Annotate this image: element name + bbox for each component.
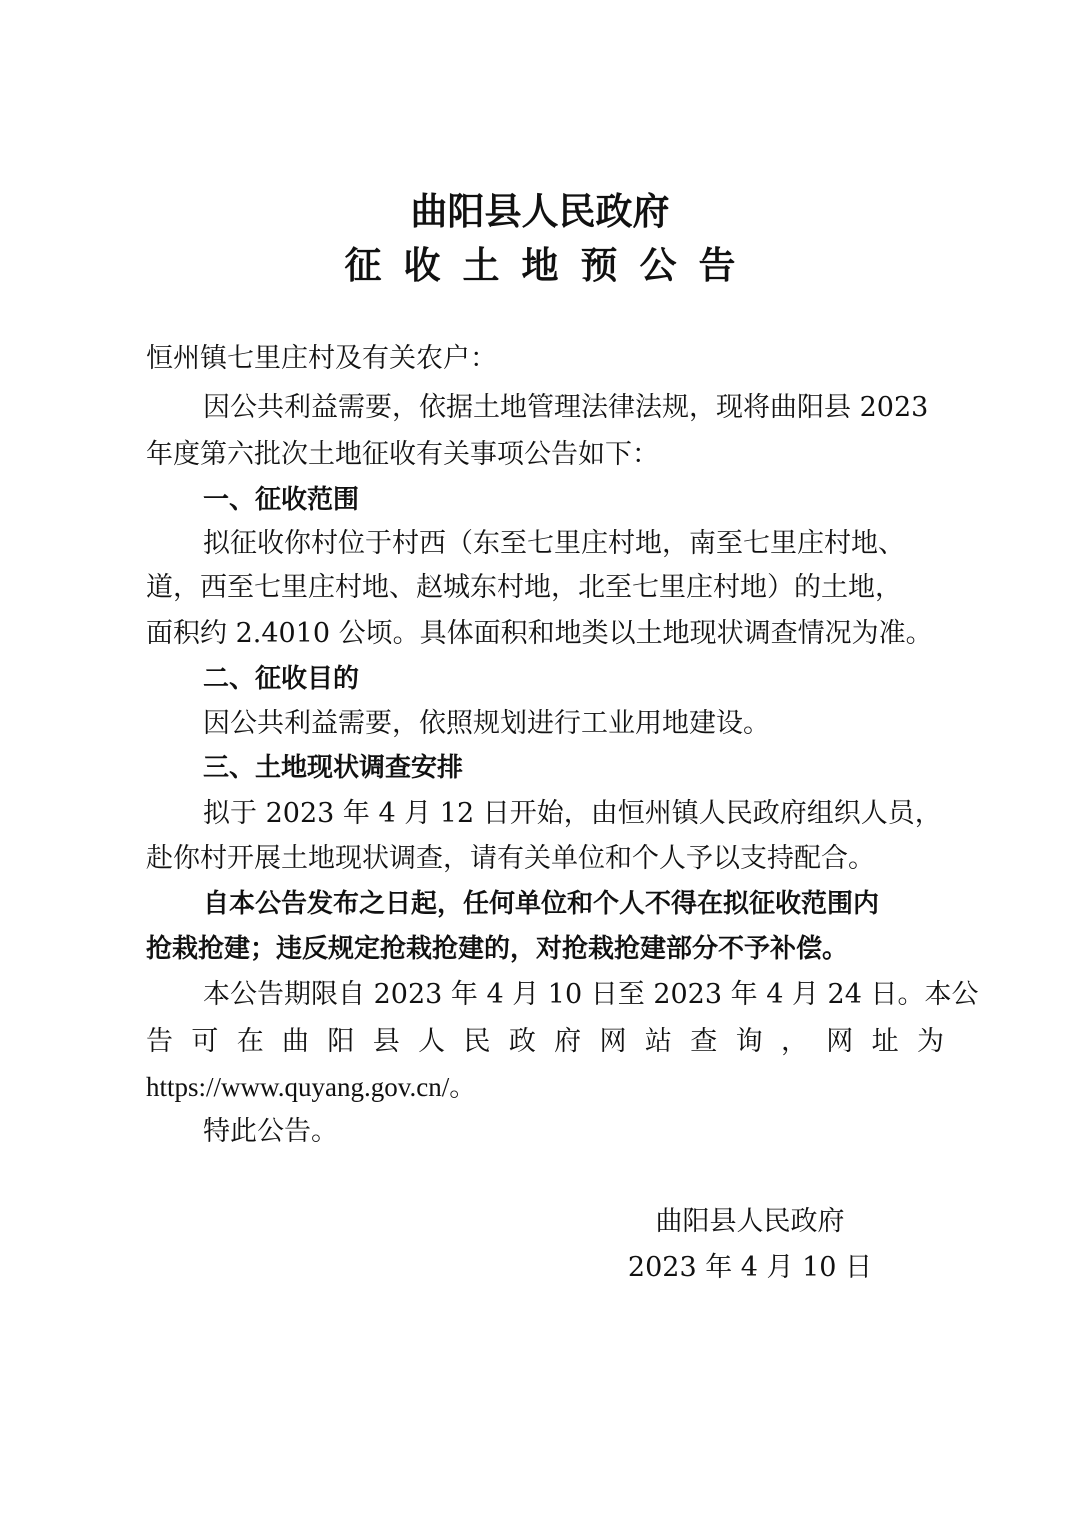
- survey-line-2: 赴你村开展土地现状调查，请有关单位和个人予以支持配合。: [146, 843, 875, 874]
- salutation: 恒州镇七里庄村及有关农户：: [146, 343, 497, 374]
- period-line-2: 告可在曲阳县人民政府网站查询，网址为: [146, 1026, 944, 1057]
- signature-date: 2023 年 4 月 10 日: [627, 1252, 873, 1283]
- scope-line-2: 道，西至七里庄村地、赵城东村地，北至七里庄村地）的土地，: [146, 572, 902, 603]
- notice-title: 征收土地预公告: [344, 243, 758, 287]
- warning-line-2: 抢栽抢建；违反规定抢栽抢建的，对抢栽抢建部分不予补偿。: [146, 934, 849, 964]
- section-heading-purpose: 二、征收目的: [203, 664, 360, 694]
- website-url: https://www.quyang.gov.cn/。: [146, 1072, 477, 1102]
- purpose-line-1: 因公共利益需要，依照规划进行工业用地建设。: [203, 708, 770, 739]
- intro-line-1: 因公共利益需要，依据土地管理法律法规，现将曲阳县 2023: [203, 392, 929, 423]
- warning-line-1: 自本公告发布之日起，任何单位和个人不得在拟征收范围内: [203, 889, 880, 919]
- section-heading-scope: 一、征收范围: [203, 485, 360, 515]
- scope-line-3: 面积约 2.4010 公顷。具体面积和地类以土地现状调查情况为准。: [146, 618, 933, 649]
- closing-line: 特此公告。: [203, 1116, 338, 1147]
- survey-line-1: 拟于 2023 年 4 月 12 日开始，由恒州镇人民政府组织人员，: [203, 798, 942, 829]
- period-line-1: 本公告期限自 2023 年 4 月 10 日至 2023 年 4 月 24 日。本公: [203, 979, 979, 1010]
- section-heading-survey: 三、土地现状调查安排: [203, 753, 464, 783]
- issuer-title: 曲阳县人民政府: [410, 189, 670, 233]
- intro-line-2: 年度第六批次土地征收有关事项公告如下：: [146, 439, 659, 470]
- scope-line-1: 拟征收你村位于村西（东至七里庄村地，南至七里庄村地、: [203, 528, 905, 559]
- signature-issuer: 曲阳县人民政府: [655, 1206, 845, 1237]
